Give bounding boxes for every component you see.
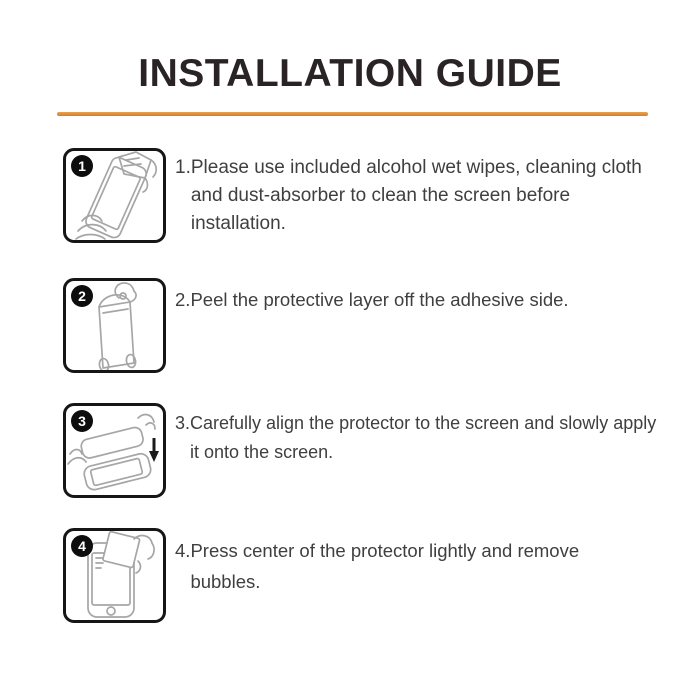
- step-2-badge: 2: [71, 285, 93, 307]
- page-title: INSTALLATION GUIDE: [138, 52, 562, 95]
- step-3-number: 3.: [175, 413, 191, 433]
- step-1-figure: [63, 148, 166, 243]
- step-1-badge: 1: [71, 155, 93, 177]
- step-2-body: Peel the protective layer off the adhesive side.: [190, 289, 569, 310]
- step-row-1: [63, 148, 663, 248]
- step-1-number: 1.: [175, 157, 191, 178]
- step-2-number: 2.: [175, 289, 191, 310]
- step-4-number: 4.: [175, 540, 191, 561]
- step-3-text: [175, 409, 660, 467]
- step-2-text: [175, 287, 690, 313]
- step-1-text: [175, 154, 643, 238]
- step-4-figure: [63, 528, 166, 623]
- step-3-badge: 3: [71, 410, 93, 432]
- title-underline: [57, 112, 648, 116]
- step-3-figure: [63, 403, 166, 498]
- step-row-2: [63, 278, 663, 378]
- step-4-text: [175, 535, 630, 597]
- step-4-badge: 4: [71, 535, 93, 557]
- step-4-body: Press center of the protector lightly and remove bubbles.: [190, 540, 580, 592]
- down-arrow-icon: [149, 438, 159, 462]
- step-row-3: [63, 403, 663, 503]
- step-2-figure: [63, 278, 166, 373]
- step-1-body: Please use included alcohol wet wipes, cleaning cloth and dust-absorber to clean the screen before installation.: [190, 157, 642, 234]
- step-3-body: Carefully align the protector to the screen and slowly apply it onto the screen.: [190, 413, 657, 462]
- step-row-4: [63, 528, 663, 628]
